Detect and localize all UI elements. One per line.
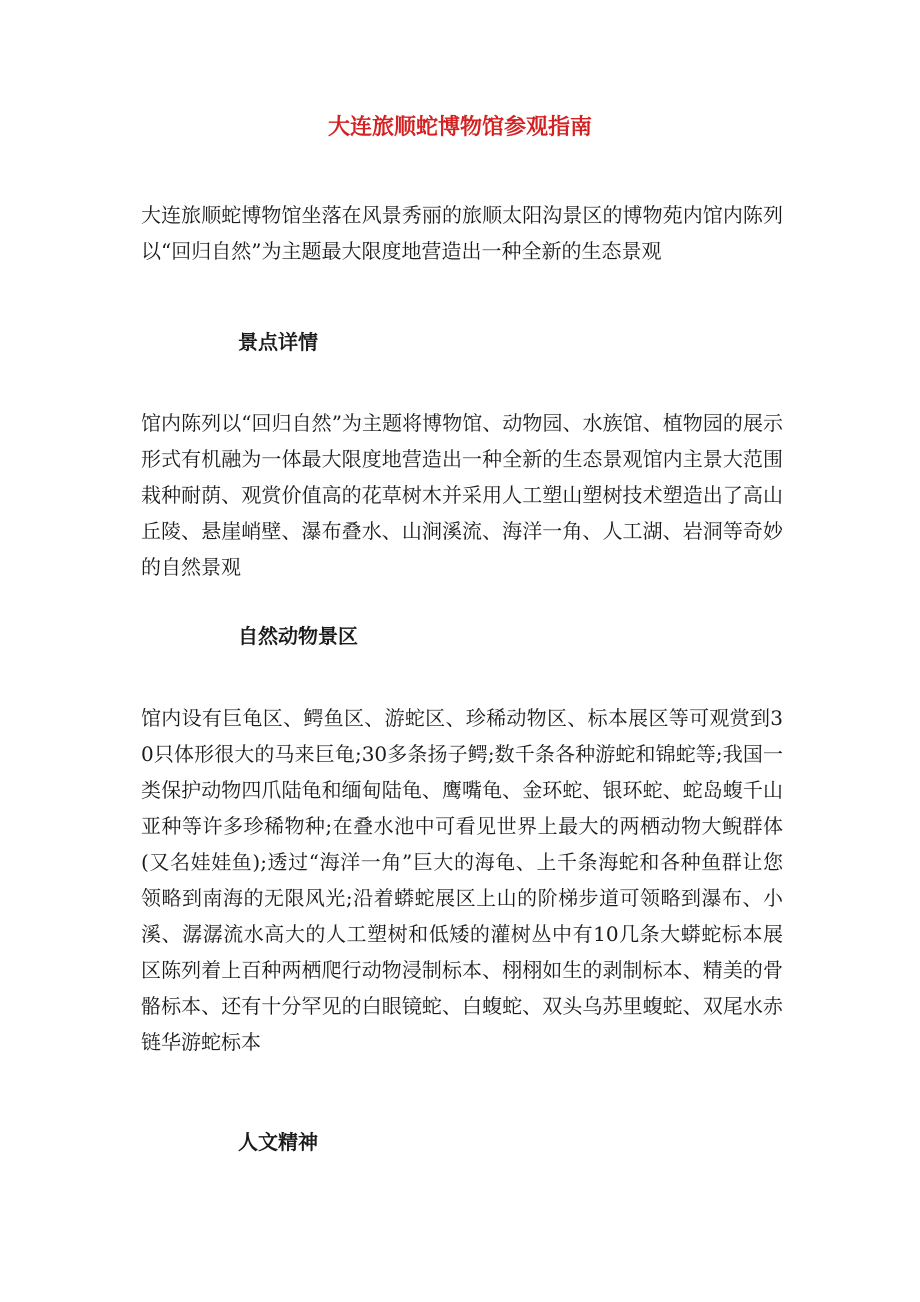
section-body-nature-animals: 馆内设有巨龟区、鳄鱼区、游蛇区、珍稀动物区、标本展区等可观赏到30只体形很大的马来巨龟;30多条扬子鳄;数千条各种游蛇和锦蛇等;我国一类保护动物四爪陆龟和缅甸陆龟、鹰嘴龟、金环蛇、银环蛇、蛇岛蝮千山亚种等许多珍稀物种;在叠水池中可看见世界上最大的两栖动物大鲵群体(又名娃娃鱼);透过“海洋一角”巨大的海龟、上千条海蛇和各种鱼群让您领略到南海的无限风光;沿着蟒蛇展区上山的阶梯步道可领略到瀑布、小溪、潺潺流水高大的人工塑树和低矮的灌树丛中有10几条大蟒蛇标本展区陈列着上百种两栖爬行动物浸制标本、栩栩如生的剥制标本、精美的骨骼标本、还有十分罕见的白眼镜蛇、白蝮蛇、双头乌苏里蝮蛇、双尾水赤链华游蛇标本 (141, 706, 783, 1054)
document-title: 大连旅顺蛇博物馆参观指南 (327, 114, 592, 140)
section-body-details: 馆内陈列以“回归自然”为主题将博物馆、动物园、水族馆、植物园的展示形式有机融为一体最大限度地营造出一种全新的生态景观馆内主景大范围栽种耐荫、观赏价值高的花草树木并采用人工塑山塑树技术塑造出了高山丘陵、悬崖峭壁、瀑布叠水、山涧溪流、海洋一角、人工湖、岩洞等奇妙的自然景观 (141, 411, 783, 579)
section-heading-culture: 人文精神 (238, 1130, 318, 1154)
section-heading-details: 景点详情 (238, 330, 318, 354)
section-heading-nature-animals: 自然动物景区 (238, 624, 358, 648)
intro-paragraph: 大连旅顺蛇博物馆坐落在风景秀丽的旅顺太阳沟景区的博物苑内馆内陈列以“回归自然”为主题最大限度地营造出一种全新的生态景观 (141, 203, 783, 263)
